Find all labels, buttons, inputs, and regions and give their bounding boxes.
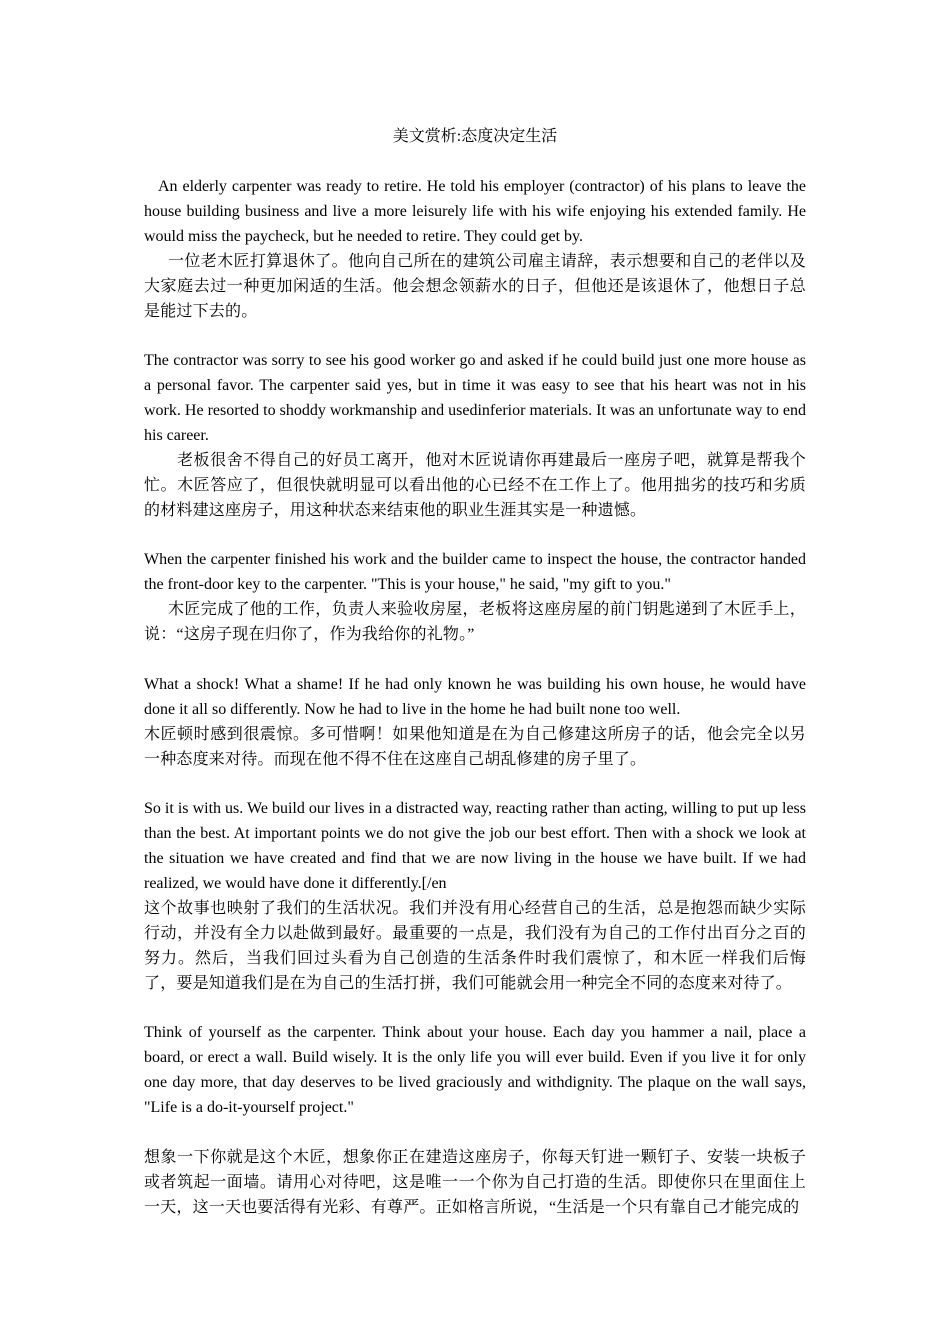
paragraph-5-chinese: 这个故事也映射了我们的生活状况。我们并没有用心经营自己的生活，总是抱怨而缺少实际行动，并没有全力以赴做到最好。最重要的一点是，我们没有为自己的工作付出百分之百的努力。然后，当我们回过头看为自己创造的生活条件时我们震惊了，和木匠一样我们后悔了，要是知道我们是在为自己的生活打拼，我们可能就会用一种完全不同的态度来对待了。 — [144, 900, 806, 992]
document-title: 美文赏析:态度决定生活 — [392, 128, 558, 145]
paragraph-6-english: Think of yourself as the carpenter. Think about your house. Each day you hammer a nail, place a board, or erect a wall. Build wisely. It is the only life you will ever build. Even if you live it for only one day more, that day deserves to be lived graciously and withdignity. The plaque on the wall says, "Life is a do-it-yourself project." — [144, 1024, 806, 1116]
paragraph-1-english: An elderly carpenter was ready to retire. He told his employer (contractor) of his plans to leave the house building business and live a more leisurely life with his wife enjoying his extended family. He would miss the paycheck, but he needed to retire. They could get by. — [144, 178, 806, 245]
paragraph-4-english: What a shock! What a shame! If he had only known he was building his own house, he would have done it all so differently. Now he had to live in the home he had built none too well. — [144, 676, 806, 718]
paragraph-4-chinese: 木匠顿时感到很震惊。多可惜啊！如果他知道是在为自己修建这所房子的话，他会完全以另一种态度来对待。而现在他不得不住在这座自己胡乱修建的房子里了。 — [144, 726, 806, 768]
paragraph-6-chinese: 想象一下你就是这个木匠，想象你正在建造这座房子，你每天钉进一颗钉子、安装一块板子或者筑起一面墙。请用心对待吧，这是唯一一个你为自己打造的生活。即使你只在里面住上一天，这一天也要活得有光彩、有尊严。正如格言所说，“生活是一个只有靠自己才能完成的 — [144, 1149, 806, 1216]
paragraph-3-chinese: 木匠完成了他的工作，负责人来验收房屋，老板将这座房屋的前门钥匙递到了木匠手上，说：“这房子现在归你了，作为我给你的礼物。” — [144, 601, 806, 643]
paragraph-2-english: The contractor was sorry to see his good worker go and asked if he could build just one more house as a personal favor. The carpenter said yes, but in time it was easy to see that his heart was not in his work. He resorted to shoddy workmanship and usedinferior materials. It was an unfortunate way to end his career. — [144, 352, 806, 444]
paragraph-2-chinese: 老板很舍不得自己的好员工离开，他对木匠说请你再建最后一座房子吧，就算是帮我个忙。木匠答应了，但很快就明显可以看出他的心已经不在工作上了。他用拙劣的技巧和劣质的材料建这座房子，用这种状态来结束他的职业生涯其实是一种遗憾。 — [144, 452, 806, 519]
paragraph-1-chinese: 一位老木匠打算退休了。他向自己所在的建筑公司雇主请辞，表示想要和自己的老伴以及大家庭去过一种更加闲适的生活。他会想念领薪水的日子，但他还是该退休了，他想日子总是能过下去的。 — [144, 253, 806, 320]
paragraph-3-english: When the carpenter finished his work and the builder came to inspect the house, the contractor handed the front-door key to the carpenter. "This is your house," he said, "my gift to you." — [144, 551, 806, 593]
paragraph-5-english: So it is with us. We build our lives in a distracted way, reacting rather than acting, willing to put up less than the best. At important points we do not give the job our best effort. Then with a shock we look at the situation we have created and find that we are now living in the house we have built. If we had realized, we would have done it differently.[/en — [144, 800, 806, 892]
